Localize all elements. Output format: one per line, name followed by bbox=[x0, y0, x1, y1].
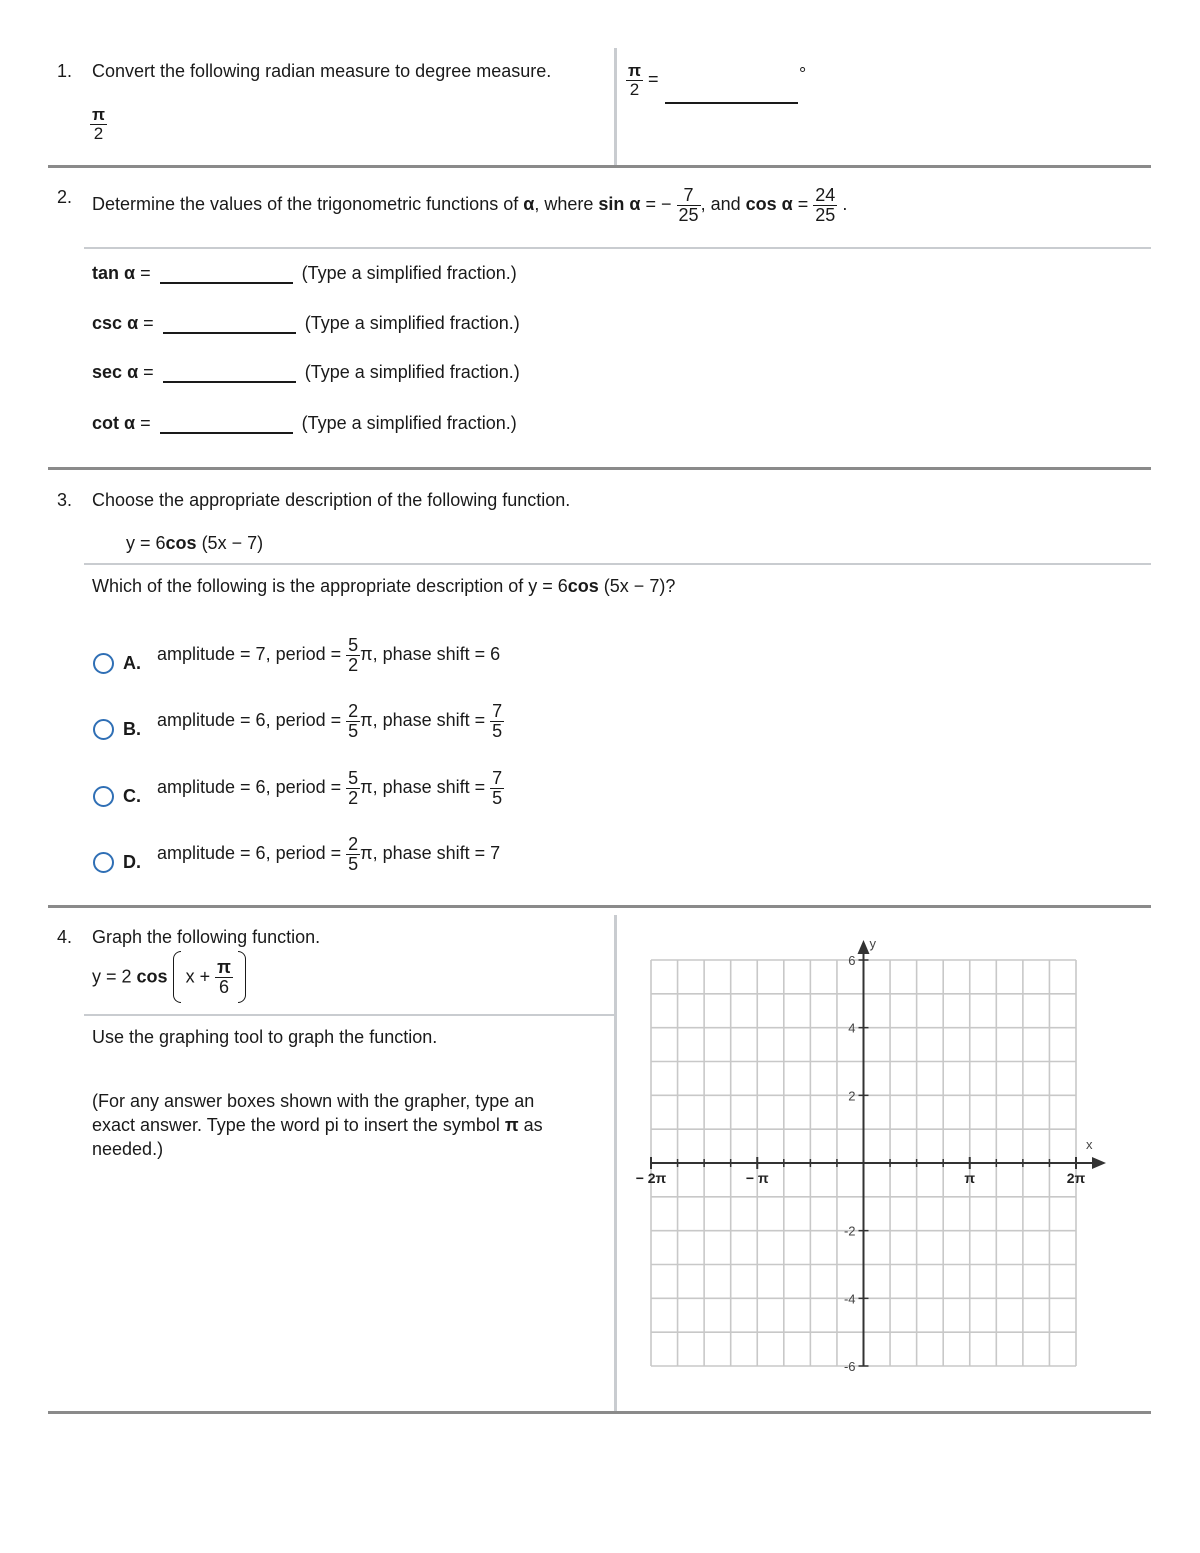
y-tick-label: -6 bbox=[843, 1359, 856, 1374]
q3-func-cos: cos bbox=[165, 533, 197, 553]
q2-tan-eq: = bbox=[140, 263, 151, 283]
q2-sin-frac bbox=[677, 186, 701, 225]
q2-cot-hint: (Type a simplified fraction.) bbox=[301, 413, 517, 433]
q2-tan-hint: (Type a simplified fraction.) bbox=[301, 263, 517, 283]
option-d-period-frac bbox=[346, 835, 360, 874]
x-axis-label: x bbox=[1086, 1137, 1093, 1152]
option-d-amp: amplitude = 6, period = bbox=[157, 843, 342, 864]
q4-graph[interactable] bbox=[630, 930, 1120, 1380]
q4-note-line3: needed.) bbox=[92, 1139, 164, 1159]
q2-csc-fn: csc bbox=[92, 313, 123, 333]
q4-func-a: y = 2 bbox=[92, 966, 132, 987]
option-c-shift-frac bbox=[490, 769, 504, 808]
option-b-radio[interactable] bbox=[93, 719, 114, 740]
q4-instruction: Use the graphing tool to graph the function. bbox=[92, 1027, 438, 1047]
option-b-period-den: 5 bbox=[348, 720, 359, 741]
q3-question-b: (5x − 7)? bbox=[598, 576, 676, 596]
q2-csc-alpha: α bbox=[127, 313, 139, 333]
q2-eq: = bbox=[797, 194, 809, 215]
option-b-text[interactable] bbox=[157, 702, 504, 741]
q1-answer-num: π bbox=[628, 61, 642, 80]
x-tick-label: 2π bbox=[1066, 1170, 1086, 1186]
q2-cos-den: 25 bbox=[815, 204, 836, 225]
q4-note-pi: π bbox=[504, 1115, 519, 1135]
q4-right-paren bbox=[238, 951, 246, 1003]
section-divider-3 bbox=[48, 905, 1151, 908]
q1-expr-num: π bbox=[92, 105, 106, 124]
q2-csc-input[interactable] bbox=[163, 332, 296, 334]
y-tick-label: 2 bbox=[848, 1088, 856, 1104]
q1-expr-den: 2 bbox=[93, 123, 104, 143]
option-c-radio[interactable] bbox=[93, 786, 114, 807]
q4-function bbox=[92, 951, 246, 1003]
q2-eq-minus: = − bbox=[645, 194, 672, 215]
option-d-letter: D. bbox=[123, 852, 141, 872]
q2-row-cot bbox=[92, 413, 517, 434]
q2-cot-fn: cot bbox=[92, 413, 119, 433]
option-d-pi-phase: π, phase shift = 7 bbox=[360, 843, 501, 864]
option-c-text[interactable] bbox=[157, 769, 504, 808]
option-d-radio[interactable] bbox=[93, 852, 114, 873]
x-tick-label: − 2π bbox=[635, 1170, 667, 1186]
option-b-shift-num: 7 bbox=[492, 701, 503, 721]
option-b-period-frac bbox=[346, 702, 360, 741]
q2-cos-num: 24 bbox=[815, 185, 836, 205]
option-b-shift-den: 5 bbox=[492, 720, 503, 741]
q4-func-x: x + bbox=[185, 966, 211, 987]
q2-and: , and bbox=[700, 194, 741, 215]
option-c-period-frac bbox=[346, 769, 360, 808]
q1-prompt: Convert the following radian measure to degree measure. bbox=[92, 61, 552, 81]
option-c-amp: amplitude = 6, period = bbox=[157, 777, 342, 798]
q2-prompt-b: , where bbox=[534, 194, 594, 215]
option-b-letter: B. bbox=[123, 719, 141, 739]
y-tick-label: 6 bbox=[848, 953, 856, 968]
q2-cos-alpha: α bbox=[781, 194, 793, 215]
option-c-shift-den: 5 bbox=[492, 787, 503, 808]
q2-csc-hint: (Type a simplified fraction.) bbox=[304, 313, 520, 333]
y-axis-label: y bbox=[869, 936, 876, 951]
option-a-amp: amplitude = 7, period = bbox=[157, 644, 342, 665]
q4-note bbox=[92, 1089, 543, 1161]
option-d-text[interactable] bbox=[157, 835, 500, 874]
q2-sin-den: 25 bbox=[678, 204, 699, 225]
q2-cos-frac bbox=[813, 186, 837, 225]
q1-equals: = bbox=[648, 69, 659, 90]
y-tick-label: 4 bbox=[848, 1020, 856, 1036]
q4-prompt: Graph the following function. bbox=[92, 927, 321, 947]
option-a-period-frac bbox=[346, 636, 360, 675]
q1-number: 1. bbox=[57, 61, 73, 81]
option-b-pi-phase: π, phase shift = bbox=[360, 710, 486, 731]
option-d-period-den: 5 bbox=[348, 853, 359, 874]
q3-func-a: y = 6 bbox=[126, 533, 166, 553]
section-divider-4 bbox=[48, 1411, 1151, 1414]
q4-func-frac bbox=[215, 958, 233, 997]
option-a-period-num: 5 bbox=[348, 635, 359, 655]
q4-frac-num: π bbox=[217, 956, 231, 977]
q1-expression bbox=[90, 106, 107, 143]
q1-degree-symbol: ° bbox=[799, 64, 807, 84]
section-divider-2 bbox=[48, 467, 1151, 470]
q4-frac-den: 6 bbox=[219, 976, 230, 997]
y-axis-arrow bbox=[858, 940, 870, 954]
option-a-text[interactable] bbox=[157, 636, 500, 675]
q2-subdivider bbox=[84, 247, 1151, 249]
q4-note-line1: (For any answer boxes shown with the grapher, type an bbox=[92, 1091, 535, 1111]
option-a-period-den: 2 bbox=[348, 654, 359, 675]
q2-sec-hint: (Type a simplified fraction.) bbox=[304, 362, 520, 382]
q2-tan-fn: tan bbox=[92, 263, 119, 283]
q2-sec-eq: = bbox=[143, 362, 154, 382]
option-c-letter: C. bbox=[123, 786, 141, 806]
option-c-period-num: 5 bbox=[348, 768, 359, 788]
option-d-period-num: 2 bbox=[348, 834, 359, 854]
q2-sec-fn: sec bbox=[92, 362, 123, 382]
q4-note-line2b: as bbox=[518, 1115, 543, 1135]
q1-answer-frac bbox=[626, 62, 643, 99]
q4-note-line2 bbox=[92, 1113, 543, 1137]
option-b-amp: amplitude = 6, period = bbox=[157, 710, 342, 731]
q2-cos-label: cos bbox=[745, 194, 777, 215]
x-tick-label: π bbox=[964, 1170, 976, 1186]
q3-question bbox=[92, 576, 675, 597]
x-tick-label: − π bbox=[745, 1170, 769, 1186]
q3-number: 3. bbox=[57, 490, 73, 510]
q2-sec-alpha: α bbox=[127, 362, 139, 382]
q2-number: 2. bbox=[57, 187, 73, 207]
q2-row-sec bbox=[92, 362, 520, 383]
q2-cot-alpha: α bbox=[124, 413, 136, 433]
q2-cot-eq: = bbox=[140, 413, 151, 433]
q3-subdivider bbox=[84, 563, 1151, 565]
y-tick-label: -4 bbox=[843, 1291, 856, 1307]
option-b-period-num: 2 bbox=[348, 701, 359, 721]
q2-csc-eq: = bbox=[143, 313, 154, 333]
section-divider-1 bbox=[48, 165, 1151, 168]
q3-question-cos: cos bbox=[567, 576, 599, 596]
option-c-pi-phase: π, phase shift = bbox=[360, 777, 486, 798]
q2-sin-alpha: α bbox=[629, 194, 641, 215]
y-tick-label: -2 bbox=[843, 1223, 856, 1239]
q2-sin-label: sin bbox=[598, 194, 625, 215]
x-axis-arrow bbox=[1092, 1157, 1106, 1169]
q4-left-paren bbox=[173, 951, 181, 1003]
q2-cot-input[interactable] bbox=[160, 432, 293, 434]
graph-axes bbox=[651, 940, 1106, 1366]
q2-sec-input[interactable] bbox=[163, 381, 296, 383]
q4-number: 4. bbox=[57, 927, 73, 947]
q1-answer-input[interactable] bbox=[665, 78, 798, 104]
q1-answer-den: 2 bbox=[629, 79, 640, 99]
option-b-shift-frac bbox=[490, 702, 504, 741]
option-a-radio[interactable] bbox=[93, 653, 114, 674]
q3-func-b: (5x − 7) bbox=[196, 533, 264, 553]
q2-tan-alpha: α bbox=[124, 263, 136, 283]
q2-sin-num: 7 bbox=[677, 186, 701, 206]
q2-prompt-a: Determine the values of the trigonometric functions of bbox=[92, 194, 519, 215]
q2-alpha: α bbox=[523, 194, 535, 215]
option-a-letter: A. bbox=[123, 653, 141, 673]
q2-prompt bbox=[92, 186, 847, 225]
q4-divider bbox=[614, 915, 617, 1412]
q1-divider bbox=[614, 48, 617, 166]
q2-row-csc bbox=[92, 313, 520, 334]
q2-period: . bbox=[842, 194, 848, 215]
q1-answer-area bbox=[626, 62, 659, 99]
option-c-shift-num: 7 bbox=[492, 768, 503, 788]
q3-question-a: Which of the following is the appropriate description of y = 6 bbox=[92, 576, 568, 596]
option-c-period-den: 2 bbox=[348, 787, 359, 808]
q3-function bbox=[126, 533, 263, 554]
q4-subdivider bbox=[84, 1014, 615, 1016]
q4-note-line2-text: exact answer. Type the word pi to insert the symbol bbox=[92, 1115, 500, 1135]
q3-prompt: Choose the appropriate description of the following function. bbox=[92, 490, 571, 510]
option-a-pi-phase: π, phase shift = 6 bbox=[360, 644, 501, 665]
q2-row-tan bbox=[92, 263, 517, 284]
q4-func-cos: cos bbox=[136, 966, 168, 987]
q2-tan-input[interactable] bbox=[160, 282, 293, 284]
